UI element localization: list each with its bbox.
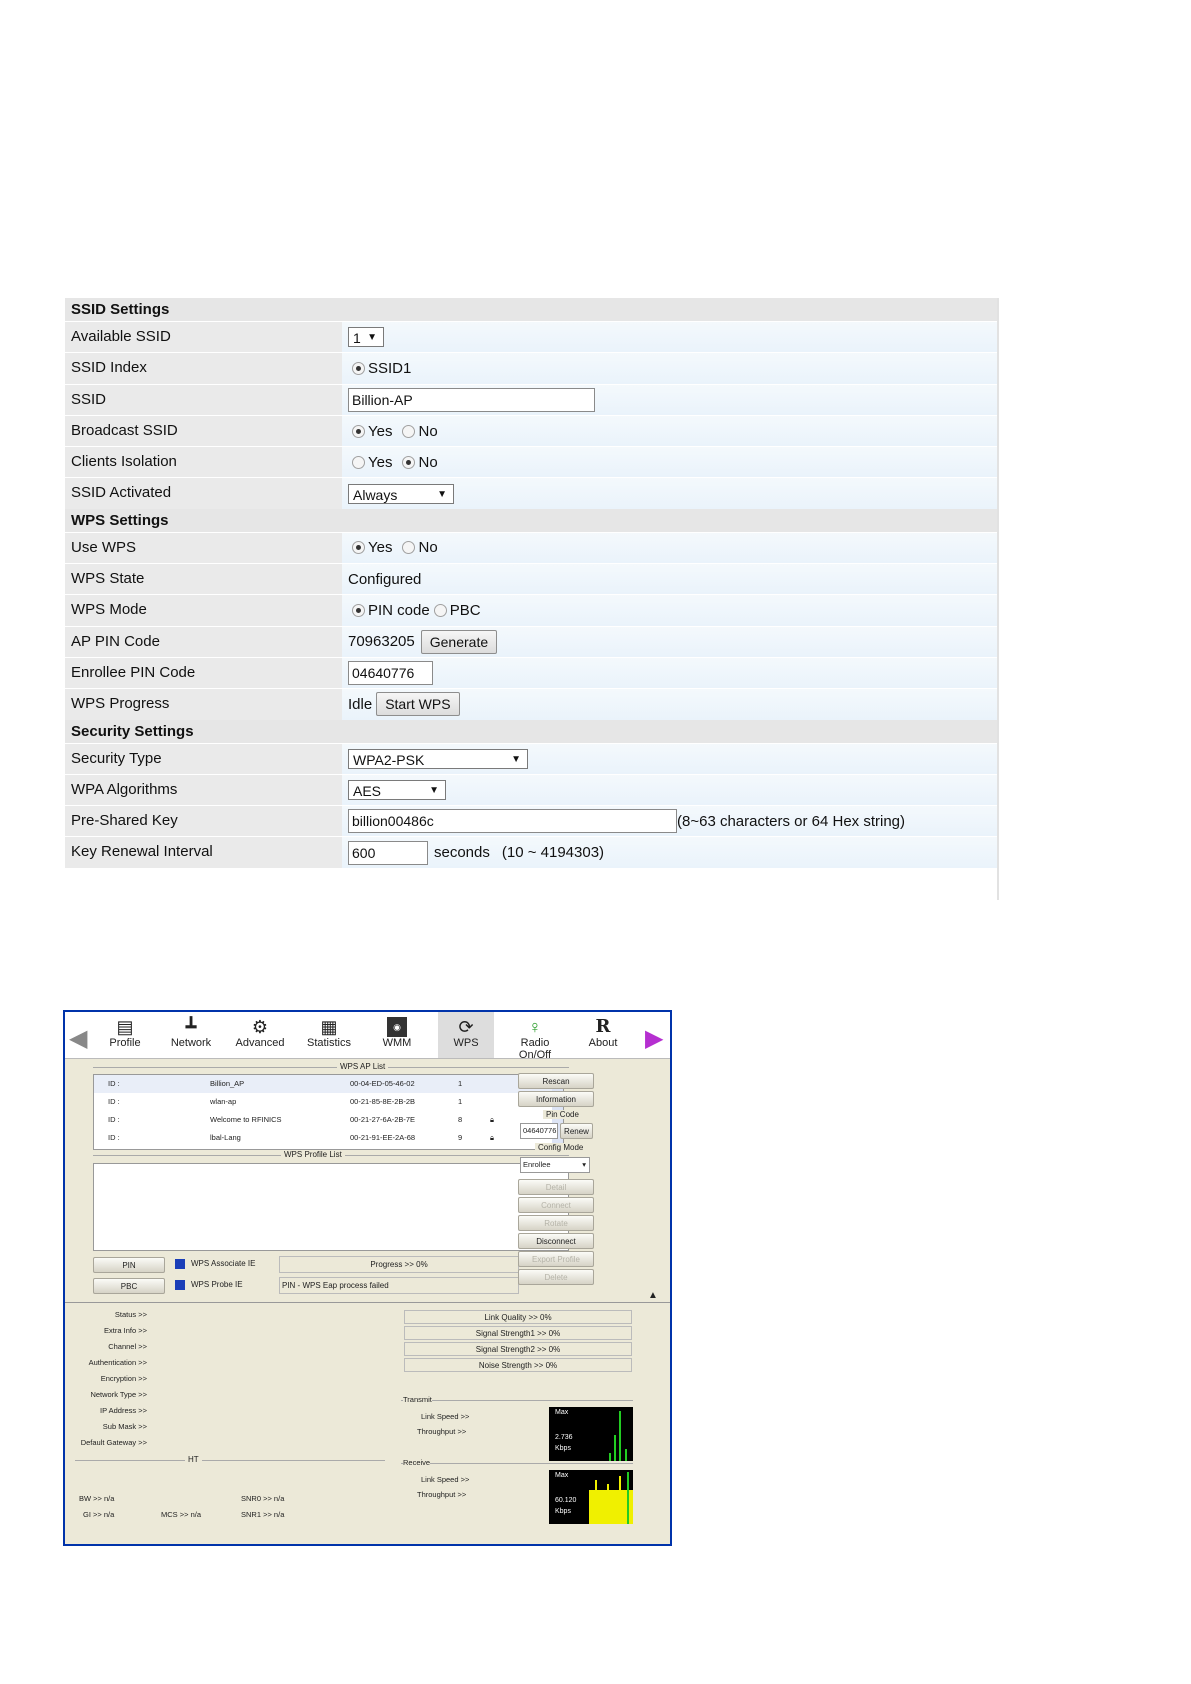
section-security-settings: Security Settings [65, 720, 997, 743]
row-wpa-algorithms [65, 774, 997, 805]
wps-associate-checkbox[interactable] [175, 1259, 185, 1269]
ssid-activated-select[interactable]: Always ▼ [348, 484, 454, 504]
use-wps-label: Use WPS [65, 533, 342, 563]
bw-value: BW >> n/a [79, 1494, 115, 1503]
renew-button[interactable]: Renew [560, 1123, 593, 1139]
ssid-activated-label: SSID Activated [65, 478, 342, 508]
extra-info-label: Extra Info >> [104, 1326, 147, 1335]
toolbar [65, 1012, 670, 1059]
broadcast-no-radio[interactable] [402, 425, 415, 438]
use-wps-no-radio[interactable] [402, 541, 415, 554]
rx-graph-line [627, 1472, 629, 1524]
tx-throughput-label: Throughput >> [417, 1427, 467, 1436]
network-icon: ┻ [185, 1017, 197, 1037]
pin-code-group-label: Pin Code [543, 1110, 582, 1119]
section-ssid-settings: SSID Settings [65, 298, 997, 321]
ap-list-divider [93, 1067, 569, 1068]
generate-button[interactable]: Generate [421, 630, 497, 654]
status-label: Status >> [114, 1310, 147, 1319]
row-security-type [65, 743, 997, 774]
tx-graph-line [609, 1453, 611, 1461]
signal-strength1-bar: Signal Strength1 >> 0% [404, 1326, 632, 1340]
pre-shared-key-input[interactable]: billion00486c [348, 809, 677, 833]
key-renewal-label: Key Renewal Interval [65, 837, 342, 867]
signal-strength2-bar: Signal Strength2 >> 0% [404, 1342, 632, 1356]
lock-icon: 🔒︎ [490, 1115, 494, 1124]
lock-icon: 🔒︎ [490, 1133, 494, 1142]
wps-mode-label: WPS Mode [65, 595, 342, 625]
tx-rate: 2.736 [555, 1434, 573, 1441]
profile-list[interactable] [93, 1163, 569, 1251]
broadcast-yes-radio[interactable] [352, 425, 365, 438]
security-type-select[interactable]: WPA2-PSK ▼ [348, 749, 528, 769]
rx-throughput-label: Throughput >> [417, 1490, 467, 1499]
row-wps-state [65, 563, 997, 594]
snr1-value: SNR1 >> n/a [241, 1510, 285, 1519]
row-key-renewal [65, 836, 997, 867]
enrollee-pin-label: Enrollee PIN Code [65, 658, 342, 688]
dropdown-arrow-icon: ▼ [367, 332, 377, 344]
ssid1-radio[interactable] [352, 362, 365, 375]
row-ap-pin-code [65, 626, 997, 657]
progress-bar: Progress >> 0% [279, 1256, 519, 1273]
transmit-divider [401, 1400, 633, 1401]
ip-address-label: IP Address >> [100, 1406, 147, 1415]
ap-pin-value: 70963205 [348, 633, 415, 651]
wps-progress-value: Idle [348, 695, 373, 713]
tx-unit: Kbps [555, 1445, 571, 1452]
profile-icon: ▤ [116, 1017, 134, 1037]
information-button[interactable]: Information [518, 1091, 594, 1107]
ap-list-title: WPS AP List [337, 1062, 388, 1071]
broadcast-ssid-label: Broadcast SSID [65, 416, 342, 446]
pin-code-display: 04640776 [520, 1123, 558, 1139]
pbc-radio[interactable] [434, 604, 447, 617]
row-ssid-activated [65, 477, 997, 508]
row-available-ssid [65, 321, 997, 352]
available-ssid-select[interactable]: 1 ▼ [348, 327, 384, 347]
ssid1-radio-label: SSID1 [368, 359, 412, 377]
sub-mask-label: Sub Mask >> [102, 1422, 147, 1431]
ap-row[interactable]: ID : Billion_AP 00-04-ED-05-46-02 1 [94, 1075, 563, 1093]
pbc-label: PBC [449, 602, 481, 620]
pin-code-radio[interactable] [352, 604, 365, 617]
row-use-wps [65, 532, 997, 563]
broadcast-yes-label: Yes [368, 422, 393, 440]
pbc-button[interactable]: PBC [93, 1278, 165, 1294]
noise-strength-bar: Noise Strength >> 0% [404, 1358, 632, 1372]
wps-state-value: Configured [348, 570, 422, 588]
encryption-label: Encryption >> [100, 1374, 147, 1383]
rotate-button[interactable]: Rotate [518, 1215, 594, 1231]
receive-graph [549, 1470, 633, 1524]
wps-utility-window [63, 1010, 672, 1546]
toolbar-advanced[interactable]: ⚙ Advanced [235, 1017, 285, 1049]
about-r-icon: R [595, 1016, 611, 1037]
pin-code-label: PIN code [368, 602, 430, 620]
config-mode-label: Config Mode [535, 1143, 586, 1152]
key-renewal-input[interactable]: 600 [348, 841, 428, 865]
row-ssid-index [65, 352, 997, 383]
wmm-icon: ◉ [387, 1017, 407, 1037]
dropdown-arrow-icon: ▼ [429, 785, 439, 796]
toolbar-wmm[interactable]: ◉ WMM [369, 1017, 425, 1049]
ht-divider [75, 1460, 385, 1461]
network-type-label: Network Type >> [90, 1390, 147, 1399]
tx-link-speed-label: Link Speed >> [421, 1412, 470, 1421]
dropdown-arrow-icon: ▼ [511, 753, 521, 765]
row-enrollee-pin [65, 657, 997, 688]
isolation-no-radio[interactable] [402, 456, 415, 469]
pre-shared-key-label: Pre-Shared Key [65, 806, 342, 836]
receive-divider [401, 1463, 633, 1464]
rescan-button[interactable]: Rescan [518, 1073, 594, 1089]
wpa-algorithms-select[interactable]: AES ▼ [348, 780, 446, 800]
mcs-value: MCS >> n/a [161, 1510, 202, 1519]
enrollee-pin-input[interactable]: 04640776 [348, 661, 433, 685]
ap-pin-code-label: AP PIN Code [65, 627, 342, 657]
ap-row[interactable]: ID : Welcome to RFINICS 00-21-27-6A-2B-7E 8 🔒︎ [94, 1111, 563, 1129]
transmit-title: Transmit [403, 1395, 432, 1404]
wps-probe-checkbox[interactable] [175, 1280, 185, 1290]
rx-graph-line [595, 1480, 597, 1524]
ht-title: HT [185, 1455, 202, 1464]
row-wps-mode [65, 594, 997, 625]
rx-graph-line [607, 1484, 609, 1524]
rx-max-label: Max [555, 1472, 569, 1479]
use-wps-yes-radio[interactable] [352, 541, 365, 554]
ap-row[interactable]: ID : wlan-ap 00-21-85-8E-2B-2B 1 [108, 1097, 463, 1106]
toolbar-statistics[interactable]: ▦ Statistics [306, 1017, 351, 1049]
forward-arrow-icon[interactable]: ▶ [645, 1025, 664, 1052]
toolbar-network[interactable]: ┻ Network [170, 1017, 212, 1049]
config-mode-select[interactable]: Enrollee ▾ [520, 1157, 590, 1173]
available-ssid-label: Available SSID [65, 322, 342, 352]
clients-isolation-label: Clients Isolation [65, 447, 342, 477]
security-type-label: Security Type [65, 744, 342, 774]
wps-associate-label: WPS Associate IE [191, 1259, 256, 1268]
row-wps-progress [65, 688, 997, 719]
authentication-label: Authentication >> [88, 1358, 147, 1367]
rx-unit: Kbps [555, 1508, 571, 1515]
psk-hint: (8~63 characters or 64 Hex string) [677, 812, 906, 830]
profile-list-title: WPS Profile List [281, 1150, 345, 1159]
gi-value: GI >> n/a [83, 1510, 115, 1519]
isolation-yes-label: Yes [368, 453, 393, 471]
seconds-label: seconds [434, 844, 490, 862]
ap-row[interactable]: ID : lbal-Lang 00-21-91-EE-2A-68 9 🔒︎ [94, 1129, 563, 1147]
connect-button[interactable]: Connect [518, 1197, 594, 1213]
tx-graph-line [625, 1449, 627, 1461]
row-pre-shared-key [65, 805, 997, 836]
row-ssid [65, 384, 997, 415]
disconnect-button[interactable]: Disconnect [518, 1233, 594, 1249]
ap-list[interactable] [93, 1074, 564, 1150]
wps-probe-label: WPS Probe IE [191, 1280, 243, 1289]
ssid-input[interactable]: Billion-AP [348, 388, 595, 412]
wps-progress-label: WPS Progress [65, 689, 342, 719]
toolbar-profile[interactable]: ▤ Profile [109, 1017, 141, 1049]
section-wps-settings: WPS Settings [65, 509, 997, 532]
status-divider [65, 1302, 670, 1303]
snr0-value: SNR0 >> n/a [241, 1494, 285, 1503]
receive-title: Receive [403, 1458, 431, 1467]
dropdown-arrow-icon: ▾ [582, 1160, 586, 1169]
export-profile-button[interactable]: Export Profile [518, 1251, 594, 1267]
tx-graph-line [614, 1435, 616, 1461]
dropdown-arrow-icon: ▼ [437, 488, 447, 500]
collapse-arrow-icon[interactable]: ▲ [648, 1290, 658, 1301]
ssid-index-label: SSID Index [65, 353, 342, 383]
use-wps-no-label: No [418, 539, 438, 557]
radio-antenna-icon: ♀ [528, 1017, 542, 1037]
tx-max-label: Max [555, 1409, 569, 1416]
rx-rate: 60.120 [555, 1497, 577, 1504]
row-clients-isolation [65, 446, 997, 477]
delete-button[interactable]: Delete [518, 1269, 594, 1285]
toolbar-about[interactable]: R About [588, 1016, 618, 1049]
toolbar-wps[interactable]: ⟳ WPS [438, 1012, 494, 1058]
transmit-graph [549, 1407, 633, 1461]
key-renewal-range: (10 ~ 4194303) [501, 844, 605, 862]
rx-graph-line [619, 1476, 621, 1524]
isolation-yes-radio[interactable] [352, 456, 365, 469]
start-wps-button[interactable]: Start WPS [376, 692, 459, 716]
default-gateway-label: Default Gateway >> [80, 1438, 147, 1447]
tx-graph-line [619, 1411, 621, 1461]
wpa-algorithms-label: WPA Algorithms [65, 775, 342, 805]
use-wps-yes-label: Yes [368, 539, 393, 557]
gears-icon: ⚙ [251, 1017, 269, 1037]
rx-link-speed-label: Link Speed >> [421, 1475, 470, 1484]
ssid-label: SSID [65, 385, 342, 415]
wireless-settings-panel [65, 298, 999, 900]
broadcast-no-label: No [418, 422, 438, 440]
back-arrow-icon[interactable]: ◀ [69, 1025, 88, 1052]
isolation-no-label: No [418, 453, 438, 471]
channel-label: Channel >> [108, 1342, 147, 1351]
toolbar-radio[interactable]: ♀ Radio On/Off [518, 1017, 552, 1061]
wps-state-label: WPS State [65, 564, 342, 594]
pin-button[interactable]: PIN [93, 1257, 165, 1273]
detail-button[interactable]: Detail [518, 1179, 594, 1195]
calculator-icon: ▦ [320, 1017, 338, 1037]
wps-icon: ⟳ [458, 1017, 474, 1037]
row-broadcast-ssid [65, 415, 997, 446]
link-quality-bar: Link Quality >> 0% [404, 1310, 632, 1324]
wps-status-message: PIN - WPS Eap process failed [279, 1277, 519, 1294]
